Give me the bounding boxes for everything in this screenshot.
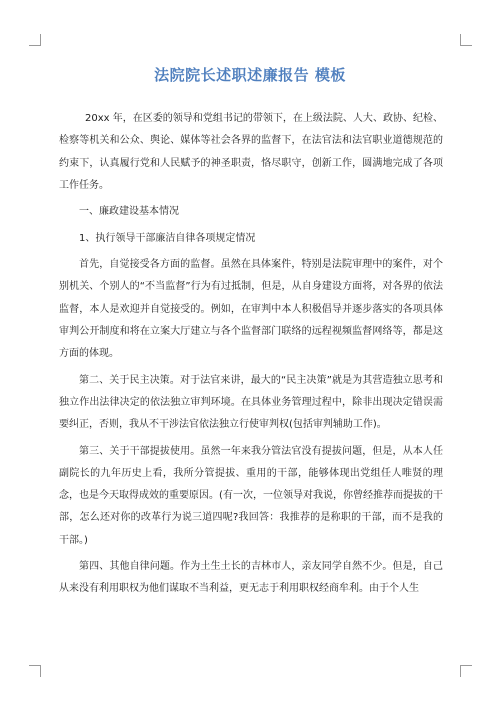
document-body xyxy=(59,108,443,601)
body-paragraph: 第三、关于干部提拔使用。虽然一年来我分管法官没有提拔问题，但是，从本人任副院长的九年历史上看，我所分管提拔、重用的干部，能够体现出党组任人唯贤的理念，也是今天取得成效的重要原因。(有一次，一位领导对我说，你曾经推荐而提拔的干部，怎么还对你的改革行为说三道四呢?我回答：我推荐的是称职的干部，而不是我的干部。) xyxy=(59,445,443,546)
crop-mark-top-right xyxy=(460,34,472,46)
subsection-heading: 1、执行领导干部廉洁自律各项规定情况 xyxy=(79,233,256,245)
body-paragraph: 第二、关于民主决策。对于法官来讲，最大的“民主决策”就是为其营造独立思考和独立作出法律决定的依法独立审判环境。在具体业务管理过程中，除非出现决定错误需要纠正，否则，我从不干涉法官依法独立行使审判权(包括审判辅助工作)。 xyxy=(59,374,443,431)
crop-mark-bottom-right xyxy=(460,665,472,677)
body-paragraph: 第四、其他自律问题。作为土生土长的吉林市人，亲友同学自然不少。但是，自己从来没有利用职权为他们谋取不当利益，更无志于利用职权经商牟利。由于个人生 xyxy=(59,561,443,595)
document-title: 法院院长述职述廉报告 模板 xyxy=(154,66,346,84)
crop-mark-bottom-left xyxy=(29,665,41,677)
body-paragraph: 首先，自觉接受各方面的监督。虽然在具体案件，特别是法院审理中的案件，对个别机关、个别人的“不当监督”行为有过抵制，但是，从自身建设方面将，对各界的依法监督，本人是欢迎并自觉接受的。例如，在审判中本人积极倡导并逐步落实的各项具体审判公开制度和将在立案大厅建立与各个监督部门联络的远程视频监督网络等，都是这方面的体现。 xyxy=(59,259,443,360)
intro-paragraph: 20xx 年，在区委的领导和党组书记的带领下，在上级法院、人大、政协、纪检、检察等机关和公众、舆论、媒体等社会各界的监督下，在法官法和法官职业道德规范的约束下，认真履行党和人民赋予的神圣职责，恪尽职守，创新工作，圆满地完成了各项工作任务。 xyxy=(59,113,443,191)
section-heading: 一、廉政建设基本情况 xyxy=(79,206,179,218)
crop-mark-top-left xyxy=(29,34,41,46)
